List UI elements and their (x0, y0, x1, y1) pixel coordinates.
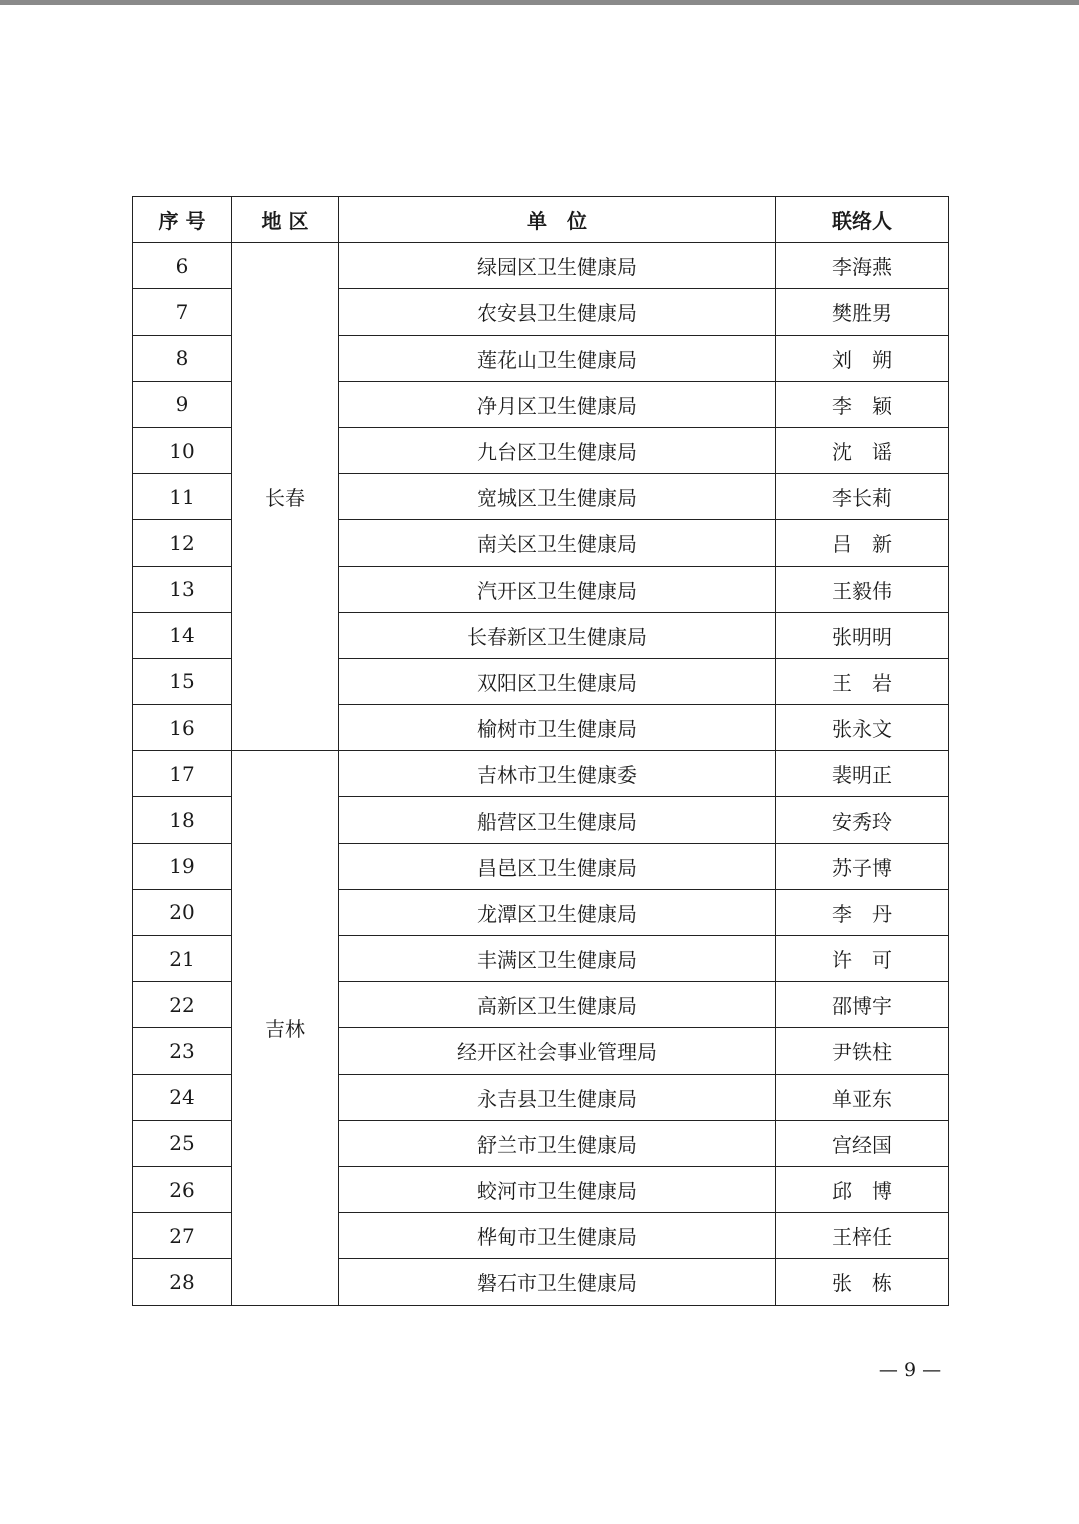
cell-unit: 汽开区卫生健康局 (339, 566, 776, 612)
header-seq: 序 号 (133, 197, 232, 243)
cell-unit: 舒兰市卫生健康局 (339, 1120, 776, 1166)
cell-contact: 尹铁柱 (776, 1028, 949, 1074)
cell-contact: 苏子博 (776, 843, 949, 889)
cell-contact: 邱 博 (776, 1166, 949, 1212)
cell-seq: 13 (133, 566, 232, 612)
cell-unit: 榆树市卫生健康局 (339, 705, 776, 751)
cell-region: 长春 (232, 243, 339, 751)
cell-seq: 20 (133, 889, 232, 935)
cell-contact: 许 可 (776, 936, 949, 982)
cell-contact: 张明明 (776, 612, 949, 658)
cell-seq: 19 (133, 843, 232, 889)
cell-contact: 安秀玲 (776, 797, 949, 843)
cell-unit: 南关区卫生健康局 (339, 520, 776, 566)
cell-unit: 吉林市卫生健康委 (339, 751, 776, 797)
cell-contact: 王 岩 (776, 658, 949, 704)
cell-contact: 张 栋 (776, 1259, 949, 1305)
cell-contact: 王毅伟 (776, 566, 949, 612)
cell-unit: 船营区卫生健康局 (339, 797, 776, 843)
cell-unit: 莲花山卫生健康局 (339, 335, 776, 381)
cell-seq: 7 (133, 289, 232, 335)
cell-seq: 6 (133, 243, 232, 289)
top-border-bar (0, 0, 1079, 5)
cell-seq: 26 (133, 1166, 232, 1212)
cell-unit: 长春新区卫生健康局 (339, 612, 776, 658)
cell-seq: 9 (133, 381, 232, 427)
cell-contact: 沈 谣 (776, 427, 949, 473)
cell-unit: 磐石市卫生健康局 (339, 1259, 776, 1305)
cell-contact: 刘 朔 (776, 335, 949, 381)
cell-contact: 李海燕 (776, 243, 949, 289)
header-region: 地 区 (232, 197, 339, 243)
header-contact: 联络人 (776, 197, 949, 243)
cell-contact: 邵博宇 (776, 982, 949, 1028)
cell-seq: 24 (133, 1074, 232, 1120)
cell-seq: 25 (133, 1120, 232, 1166)
cell-contact: 王梓任 (776, 1213, 949, 1259)
page-number: — 9 — (878, 1359, 942, 1381)
cell-region: 吉林 (232, 751, 339, 1305)
cell-contact: 宫经国 (776, 1120, 949, 1166)
cell-unit: 双阳区卫生健康局 (339, 658, 776, 704)
cell-unit: 龙潭区卫生健康局 (339, 889, 776, 935)
cell-unit: 桦甸市卫生健康局 (339, 1213, 776, 1259)
cell-unit: 丰满区卫生健康局 (339, 936, 776, 982)
table-body (133, 243, 949, 1305)
cell-seq: 18 (133, 797, 232, 843)
cell-seq: 10 (133, 427, 232, 473)
cell-seq: 23 (133, 1028, 232, 1074)
cell-unit: 永吉县卫生健康局 (339, 1074, 776, 1120)
cell-seq: 28 (133, 1259, 232, 1305)
cell-seq: 12 (133, 520, 232, 566)
cell-contact: 樊胜男 (776, 289, 949, 335)
cell-contact: 李长莉 (776, 474, 949, 520)
cell-seq: 22 (133, 982, 232, 1028)
cell-contact: 李 颖 (776, 381, 949, 427)
header-unit: 单 位 (339, 197, 776, 243)
cell-seq: 15 (133, 658, 232, 704)
cell-unit: 净月区卫生健康局 (339, 381, 776, 427)
cell-seq: 14 (133, 612, 232, 658)
cell-seq: 27 (133, 1213, 232, 1259)
cell-contact: 裴明正 (776, 751, 949, 797)
table-row (133, 243, 949, 289)
cell-seq: 21 (133, 936, 232, 982)
cell-contact: 张永文 (776, 705, 949, 751)
table-row (133, 751, 949, 797)
cell-seq: 11 (133, 474, 232, 520)
cell-unit: 九台区卫生健康局 (339, 427, 776, 473)
cell-contact: 李 丹 (776, 889, 949, 935)
table-header-row (133, 197, 949, 243)
cell-seq: 17 (133, 751, 232, 797)
cell-unit: 蛟河市卫生健康局 (339, 1166, 776, 1212)
cell-unit: 经开区社会事业管理局 (339, 1028, 776, 1074)
cell-unit: 绿园区卫生健康局 (339, 243, 776, 289)
cell-contact: 吕 新 (776, 520, 949, 566)
cell-unit: 高新区卫生健康局 (339, 982, 776, 1028)
cell-unit: 宽城区卫生健康局 (339, 474, 776, 520)
cell-seq: 16 (133, 705, 232, 751)
cell-unit: 昌邑区卫生健康局 (339, 843, 776, 889)
cell-unit: 农安县卫生健康局 (339, 289, 776, 335)
cell-seq: 8 (133, 335, 232, 381)
cell-contact: 单亚东 (776, 1074, 949, 1120)
contact-table (132, 196, 949, 1306)
